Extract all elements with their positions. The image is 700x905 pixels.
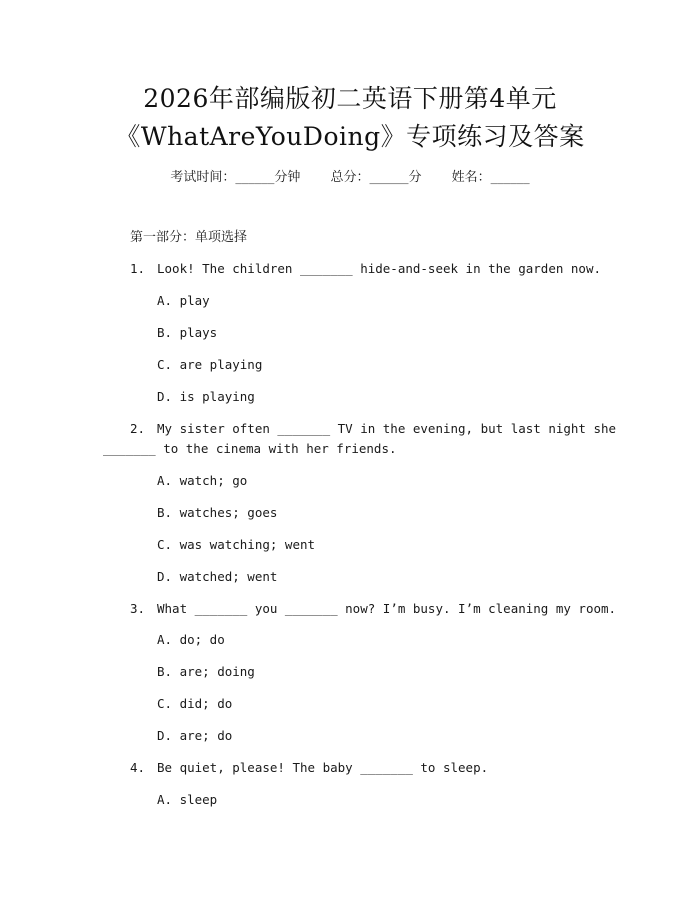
option-c: C. are playing bbox=[157, 357, 263, 372]
question-text: My sister often _______ TV in the evening, but last night she bbox=[157, 421, 617, 436]
option-a: A. play bbox=[157, 293, 210, 308]
section-title: 第一部分：单项选择 bbox=[130, 230, 248, 245]
question-text-continued: _______ to the cinema with her friends. bbox=[103, 441, 397, 456]
option-b: B. watches; goes bbox=[157, 505, 278, 520]
exam-info bbox=[0, 169, 700, 187]
exam-time-field: 考试时间：______分钟 bbox=[170, 170, 301, 185]
name-field: 姓名：______ bbox=[451, 170, 530, 185]
option-b: B. plays bbox=[157, 325, 218, 340]
question-text: Look! The children _______ hide-and-seek in the garden now. bbox=[157, 261, 602, 276]
question-text: Be quiet, please! The baby _______ to sleep. bbox=[157, 760, 489, 775]
option-d: D. are; do bbox=[157, 728, 233, 743]
total-score-field: 总分：______分 bbox=[330, 170, 422, 185]
question-text: What _______ you _______ now? I’m busy. I’m cleaning my room. bbox=[157, 601, 617, 616]
option-d: D. watched; went bbox=[157, 569, 278, 584]
question-number: 2. bbox=[130, 421, 146, 436]
document-title-line2: 《WhatAreYouDoing》专项练习及答案 bbox=[115, 122, 585, 151]
option-a: A. sleep bbox=[157, 792, 218, 807]
document-title-line1: 2026年部编版初二英语下册第4单元 bbox=[143, 84, 557, 113]
question-number: 3. bbox=[130, 601, 146, 616]
option-c: C. was watching; went bbox=[157, 537, 316, 552]
option-b: B. are; doing bbox=[157, 664, 255, 679]
question-number: 1. bbox=[130, 261, 146, 276]
option-c: C. did; do bbox=[157, 696, 233, 711]
option-a: A. do; do bbox=[157, 632, 225, 647]
option-a: A. watch; go bbox=[157, 473, 248, 488]
option-d: D. is playing bbox=[157, 389, 255, 404]
question-number: 4. bbox=[130, 760, 146, 775]
